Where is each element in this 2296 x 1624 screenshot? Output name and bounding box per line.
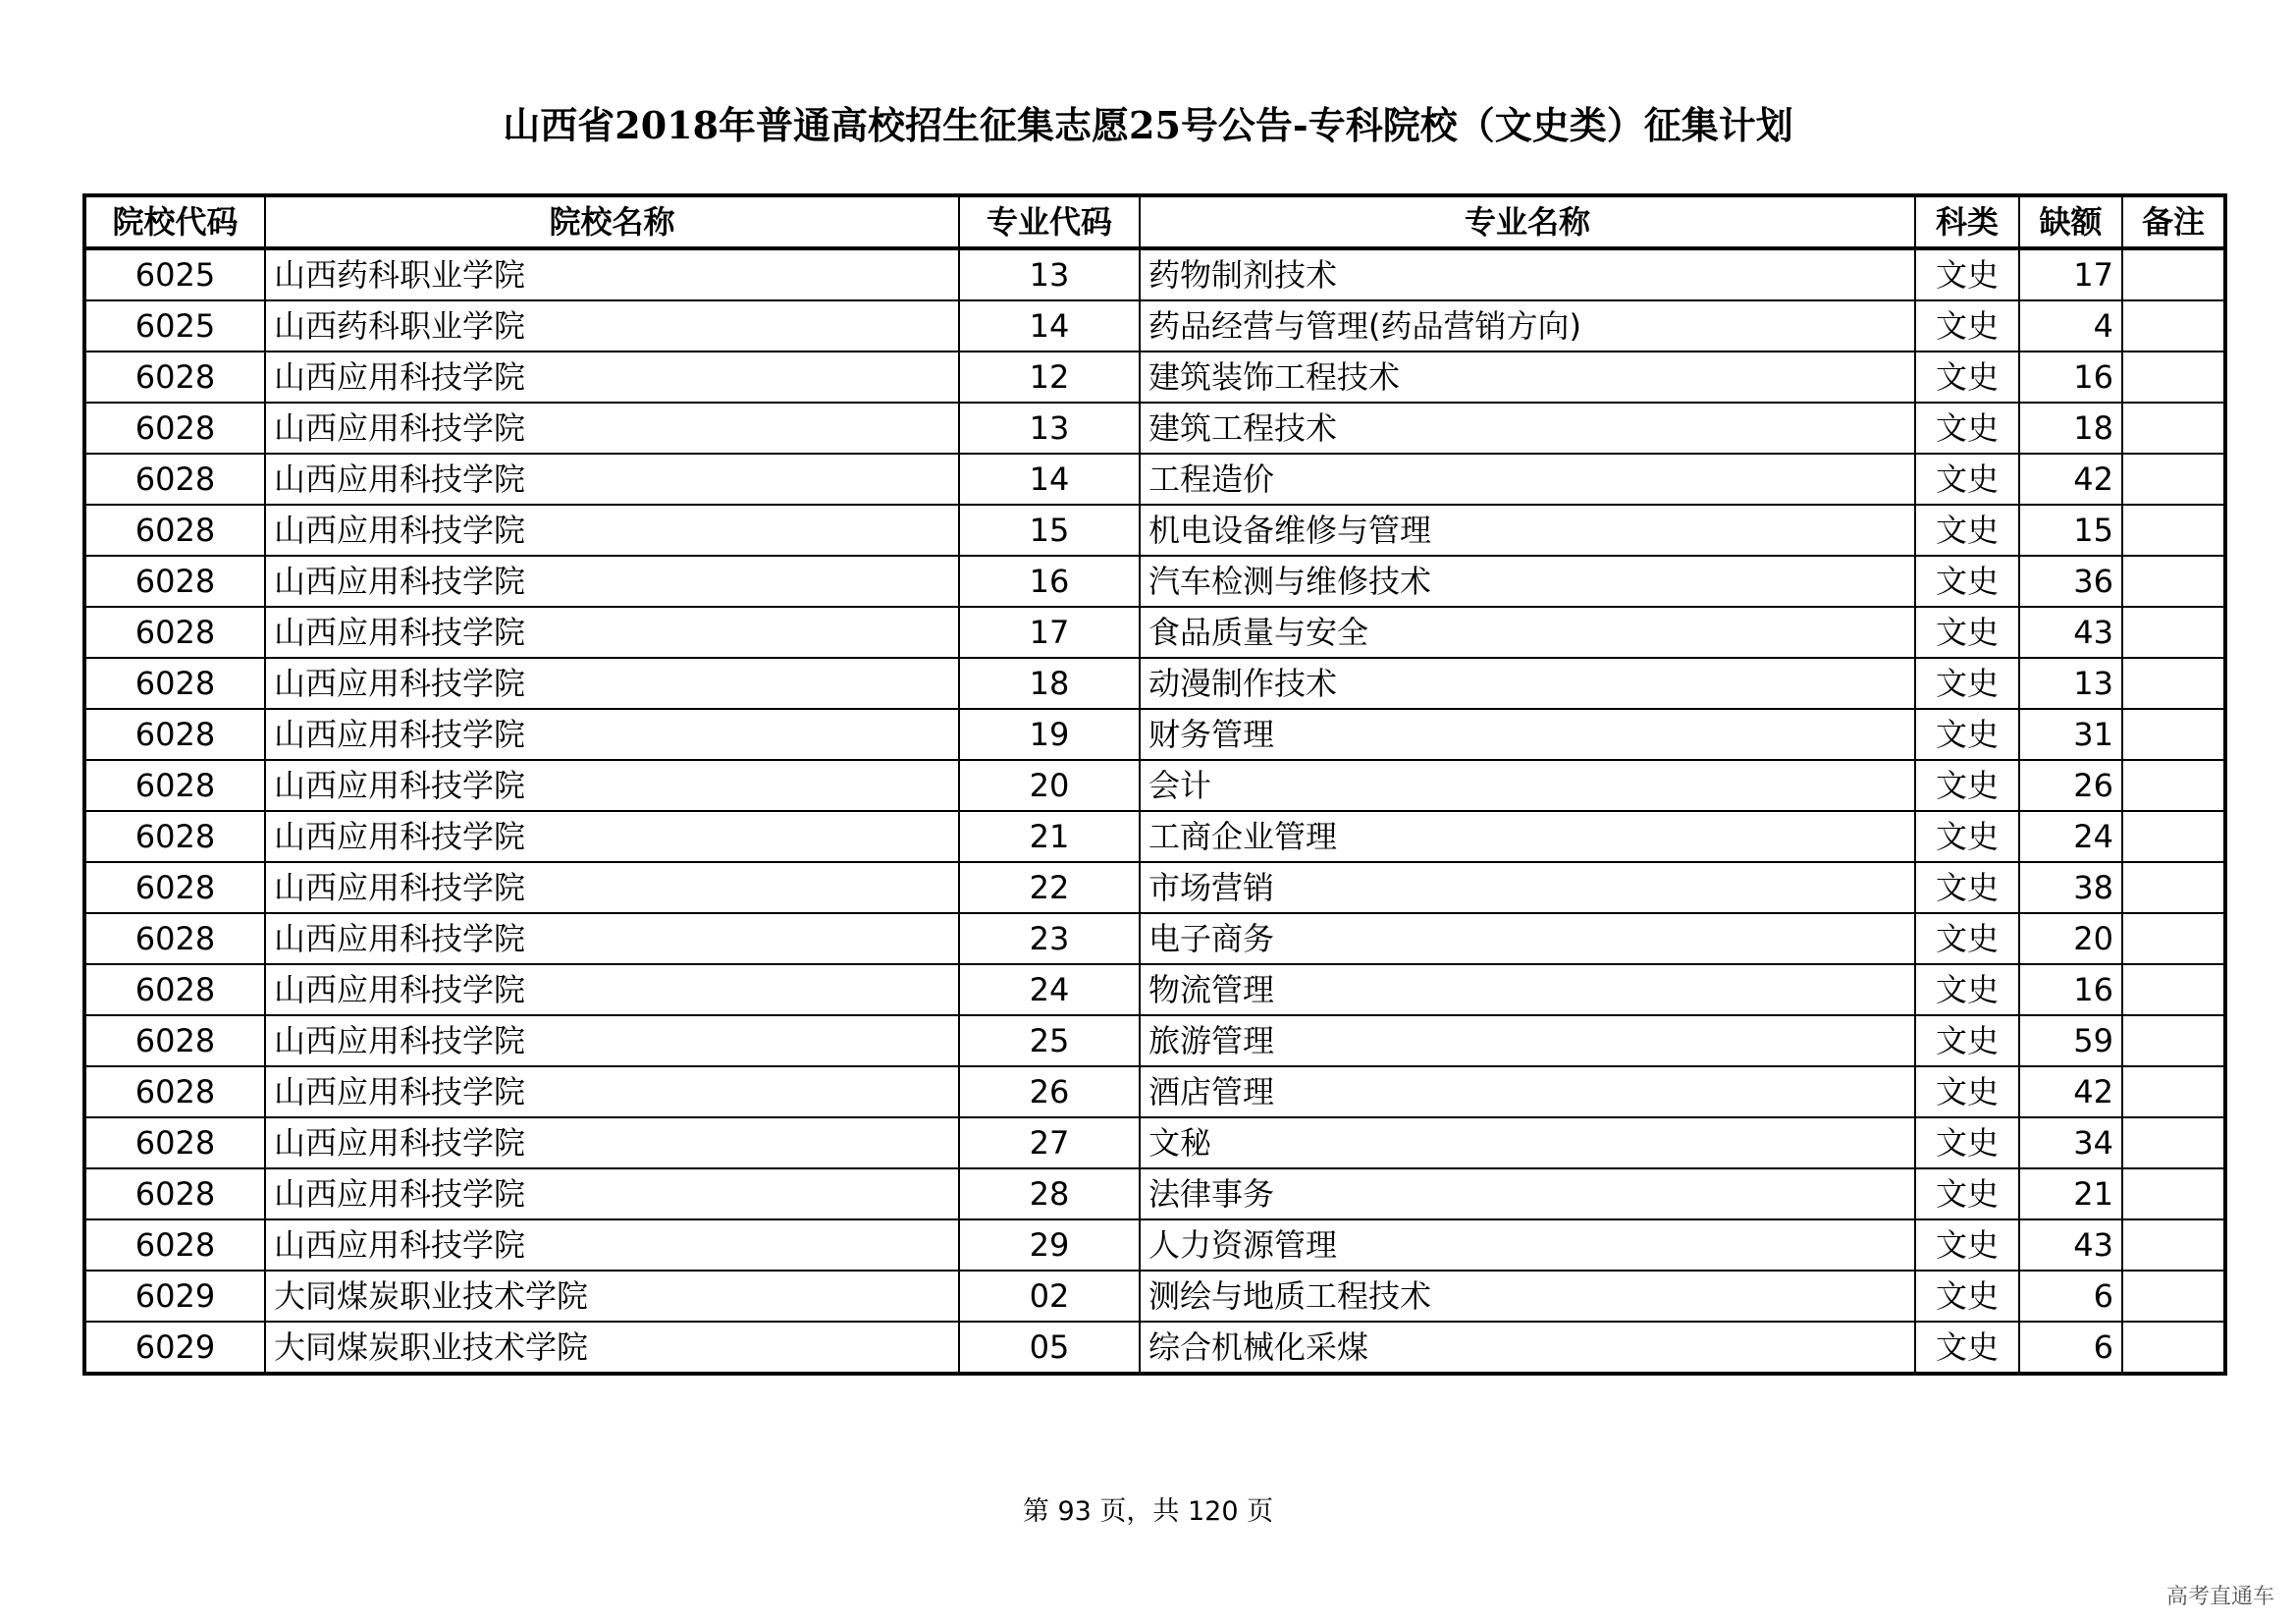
cell-school-code: 6028 xyxy=(84,1117,265,1168)
cell-school-name: 山西应用科技学院 xyxy=(265,556,959,607)
cell-school-code: 6028 xyxy=(84,862,265,913)
cell-school-code: 6028 xyxy=(84,1066,265,1117)
table-row xyxy=(84,1117,2225,1168)
cell-major-code: 16 xyxy=(959,556,1140,607)
cell-quota: 31 xyxy=(2019,709,2122,760)
cell-school-name: 山西应用科技学院 xyxy=(265,505,959,556)
cell-quota: 34 xyxy=(2019,1117,2122,1168)
cell-quota: 6 xyxy=(2019,1271,2122,1322)
table-row xyxy=(84,607,2225,658)
cell-major-name: 工商企业管理 xyxy=(1140,811,1915,862)
cell-school-code: 6028 xyxy=(84,352,265,403)
cell-school-code: 6028 xyxy=(84,403,265,454)
header-remark: 备注 xyxy=(2122,195,2225,248)
cell-category: 文史 xyxy=(1915,964,2019,1015)
cell-major-name: 建筑装饰工程技术 xyxy=(1140,352,1915,403)
cell-major-code: 14 xyxy=(959,300,1140,352)
cell-category: 文史 xyxy=(1915,1117,2019,1168)
cell-school-name: 山西药科职业学院 xyxy=(265,248,959,300)
cell-category: 文史 xyxy=(1915,248,2019,300)
cell-quota: 24 xyxy=(2019,811,2122,862)
cell-category: 文史 xyxy=(1915,505,2019,556)
cell-remark xyxy=(2122,964,2225,1015)
cell-remark xyxy=(2122,760,2225,811)
cell-major-code: 26 xyxy=(959,1066,1140,1117)
cell-school-code: 6028 xyxy=(84,811,265,862)
cell-school-code: 6028 xyxy=(84,556,265,607)
cell-remark xyxy=(2122,862,2225,913)
cell-major-code: 02 xyxy=(959,1271,1140,1322)
cell-category: 文史 xyxy=(1915,1219,2019,1271)
cell-quota: 17 xyxy=(2019,248,2122,300)
table-row xyxy=(84,556,2225,607)
cell-school-code: 6028 xyxy=(84,964,265,1015)
cell-major-code: 19 xyxy=(959,709,1140,760)
cell-category: 文史 xyxy=(1915,1015,2019,1066)
cell-category: 文史 xyxy=(1915,1322,2019,1374)
cell-school-name: 山西应用科技学院 xyxy=(265,607,959,658)
header-major-code: 专业代码 xyxy=(959,195,1140,248)
cell-remark xyxy=(2122,1015,2225,1066)
header-school-name: 院校名称 xyxy=(265,195,959,248)
cell-major-name: 药物制剂技术 xyxy=(1140,248,1915,300)
cell-school-name: 山西应用科技学院 xyxy=(265,811,959,862)
cell-school-code: 6025 xyxy=(84,248,265,300)
table-row xyxy=(84,760,2225,811)
cell-remark xyxy=(2122,1322,2225,1374)
cell-major-code: 05 xyxy=(959,1322,1140,1374)
cell-major-name: 汽车检测与维修技术 xyxy=(1140,556,1915,607)
table-row xyxy=(84,709,2225,760)
cell-quota: 20 xyxy=(2019,913,2122,964)
table-row xyxy=(84,1015,2225,1066)
cell-category: 文史 xyxy=(1915,454,2019,505)
table-row xyxy=(84,248,2225,300)
cell-quota: 16 xyxy=(2019,964,2122,1015)
cell-major-name: 法律事务 xyxy=(1140,1168,1915,1219)
cell-major-code: 13 xyxy=(959,248,1140,300)
cell-school-code: 6028 xyxy=(84,1219,265,1271)
cell-school-code: 6028 xyxy=(84,760,265,811)
table-row xyxy=(84,658,2225,709)
cell-quota: 26 xyxy=(2019,760,2122,811)
cell-school-code: 6025 xyxy=(84,300,265,352)
cell-remark xyxy=(2122,248,2225,300)
cell-school-code: 6028 xyxy=(84,607,265,658)
cell-school-code: 6028 xyxy=(84,1168,265,1219)
table-row xyxy=(84,862,2225,913)
cell-major-code: 15 xyxy=(959,505,1140,556)
cell-category: 文史 xyxy=(1915,913,2019,964)
cell-major-code: 22 xyxy=(959,862,1140,913)
cell-quota: 21 xyxy=(2019,1168,2122,1219)
cell-school-name: 山西药科职业学院 xyxy=(265,300,959,352)
cell-major-code: 24 xyxy=(959,964,1140,1015)
cell-remark xyxy=(2122,403,2225,454)
cell-school-name: 山西应用科技学院 xyxy=(265,1168,959,1219)
cell-major-name: 机电设备维修与管理 xyxy=(1140,505,1915,556)
cell-major-name: 物流管理 xyxy=(1140,964,1915,1015)
cell-category: 文史 xyxy=(1915,1168,2019,1219)
header-major-name: 专业名称 xyxy=(1140,195,1915,248)
cell-category: 文史 xyxy=(1915,300,2019,352)
cell-major-code: 27 xyxy=(959,1117,1140,1168)
cell-school-code: 6028 xyxy=(84,913,265,964)
cell-category: 文史 xyxy=(1915,352,2019,403)
cell-remark xyxy=(2122,709,2225,760)
table-row xyxy=(84,1168,2225,1219)
cell-school-name: 山西应用科技学院 xyxy=(265,862,959,913)
cell-school-name: 山西应用科技学院 xyxy=(265,1066,959,1117)
cell-school-code: 6028 xyxy=(84,454,265,505)
cell-major-name: 酒店管理 xyxy=(1140,1066,1915,1117)
cell-major-name: 会计 xyxy=(1140,760,1915,811)
cell-quota: 42 xyxy=(2019,454,2122,505)
cell-school-name: 山西应用科技学院 xyxy=(265,964,959,1015)
header-category: 科类 xyxy=(1915,195,2019,248)
cell-remark xyxy=(2122,1219,2225,1271)
cell-major-code: 21 xyxy=(959,811,1140,862)
cell-school-code: 6028 xyxy=(84,1015,265,1066)
cell-quota: 43 xyxy=(2019,1219,2122,1271)
cell-major-name: 文秘 xyxy=(1140,1117,1915,1168)
cell-school-name: 山西应用科技学院 xyxy=(265,352,959,403)
cell-major-code: 12 xyxy=(959,352,1140,403)
table-row xyxy=(84,811,2225,862)
cell-category: 文史 xyxy=(1915,811,2019,862)
enrollment-plan-table xyxy=(82,193,2227,1376)
cell-quota: 38 xyxy=(2019,862,2122,913)
cell-school-name: 山西应用科技学院 xyxy=(265,1219,959,1271)
cell-major-code: 18 xyxy=(959,658,1140,709)
cell-school-name: 山西应用科技学院 xyxy=(265,454,959,505)
cell-school-name: 大同煤炭职业技术学院 xyxy=(265,1271,959,1322)
cell-quota: 15 xyxy=(2019,505,2122,556)
cell-remark xyxy=(2122,811,2225,862)
cell-category: 文史 xyxy=(1915,607,2019,658)
cell-school-name: 山西应用科技学院 xyxy=(265,913,959,964)
cell-major-code: 25 xyxy=(959,1015,1140,1066)
table-row xyxy=(84,403,2225,454)
cell-school-name: 大同煤炭职业技术学院 xyxy=(265,1322,959,1374)
cell-major-code: 20 xyxy=(959,760,1140,811)
table-row xyxy=(84,964,2225,1015)
cell-category: 文史 xyxy=(1915,658,2019,709)
cell-major-name: 财务管理 xyxy=(1140,709,1915,760)
table-body xyxy=(84,248,2225,1374)
cell-school-name: 山西应用科技学院 xyxy=(265,403,959,454)
cell-remark xyxy=(2122,1066,2225,1117)
table-row xyxy=(84,913,2225,964)
cell-quota: 43 xyxy=(2019,607,2122,658)
cell-quota: 4 xyxy=(2019,300,2122,352)
cell-school-code: 6029 xyxy=(84,1271,265,1322)
cell-category: 文史 xyxy=(1915,760,2019,811)
cell-major-code: 14 xyxy=(959,454,1140,505)
cell-major-name: 食品质量与安全 xyxy=(1140,607,1915,658)
header-school-code: 院校代码 xyxy=(84,195,265,248)
cell-major-name: 综合机械化采煤 xyxy=(1140,1322,1915,1374)
cell-remark xyxy=(2122,352,2225,403)
cell-remark xyxy=(2122,454,2225,505)
cell-category: 文史 xyxy=(1915,862,2019,913)
cell-quota: 36 xyxy=(2019,556,2122,607)
cell-major-name: 药品经营与管理(药品营销方向) xyxy=(1140,300,1915,352)
table-header xyxy=(84,195,2225,248)
table-row xyxy=(84,300,2225,352)
cell-school-code: 6028 xyxy=(84,658,265,709)
cell-major-code: 23 xyxy=(959,913,1140,964)
cell-quota: 18 xyxy=(2019,403,2122,454)
page-footer: 第 93 页，共 120 页 xyxy=(1022,1496,1274,1527)
cell-school-name: 山西应用科技学院 xyxy=(265,1015,959,1066)
page-title: 山西省2018年普通高校招生征集志愿25号公告-专科院校（文史类）征集计划 xyxy=(503,103,1793,147)
table-row xyxy=(84,1219,2225,1271)
cell-remark xyxy=(2122,505,2225,556)
cell-major-name: 电子商务 xyxy=(1140,913,1915,964)
cell-school-code: 6028 xyxy=(84,505,265,556)
cell-school-name: 山西应用科技学院 xyxy=(265,709,959,760)
table-row xyxy=(84,1322,2225,1374)
watermark: 高考直通车 xyxy=(2165,1585,2274,1609)
cell-major-code: 17 xyxy=(959,607,1140,658)
cell-remark xyxy=(2122,300,2225,352)
cell-remark xyxy=(2122,658,2225,709)
cell-major-name: 市场营销 xyxy=(1140,862,1915,913)
cell-remark xyxy=(2122,1168,2225,1219)
cell-school-name: 山西应用科技学院 xyxy=(265,760,959,811)
cell-remark xyxy=(2122,913,2225,964)
cell-major-code: 29 xyxy=(959,1219,1140,1271)
cell-quota: 42 xyxy=(2019,1066,2122,1117)
cell-major-name: 动漫制作技术 xyxy=(1140,658,1915,709)
cell-quota: 6 xyxy=(2019,1322,2122,1374)
cell-quota: 16 xyxy=(2019,352,2122,403)
cell-category: 文史 xyxy=(1915,556,2019,607)
cell-category: 文史 xyxy=(1915,403,2019,454)
cell-major-code: 13 xyxy=(959,403,1140,454)
cell-quota: 13 xyxy=(2019,658,2122,709)
cell-category: 文史 xyxy=(1915,1066,2019,1117)
header-quota: 缺额 xyxy=(2019,195,2122,248)
cell-major-name: 工程造价 xyxy=(1140,454,1915,505)
cell-school-code: 6028 xyxy=(84,709,265,760)
cell-category: 文史 xyxy=(1915,709,2019,760)
cell-school-name: 山西应用科技学院 xyxy=(265,658,959,709)
table-row xyxy=(84,454,2225,505)
cell-school-name: 山西应用科技学院 xyxy=(265,1117,959,1168)
cell-remark xyxy=(2122,556,2225,607)
cell-major-code: 28 xyxy=(959,1168,1140,1219)
cell-major-name: 测绘与地质工程技术 xyxy=(1140,1271,1915,1322)
cell-school-code: 6029 xyxy=(84,1322,265,1374)
cell-remark xyxy=(2122,1271,2225,1322)
cell-major-name: 建筑工程技术 xyxy=(1140,403,1915,454)
header-row xyxy=(84,195,2225,248)
cell-remark xyxy=(2122,607,2225,658)
cell-category: 文史 xyxy=(1915,1271,2019,1322)
table-row xyxy=(84,1271,2225,1322)
cell-major-name: 旅游管理 xyxy=(1140,1015,1915,1066)
cell-major-name: 人力资源管理 xyxy=(1140,1219,1915,1271)
table-row xyxy=(84,352,2225,403)
cell-remark xyxy=(2122,1117,2225,1168)
cell-quota: 59 xyxy=(2019,1015,2122,1066)
table-row xyxy=(84,1066,2225,1117)
table-row xyxy=(84,505,2225,556)
